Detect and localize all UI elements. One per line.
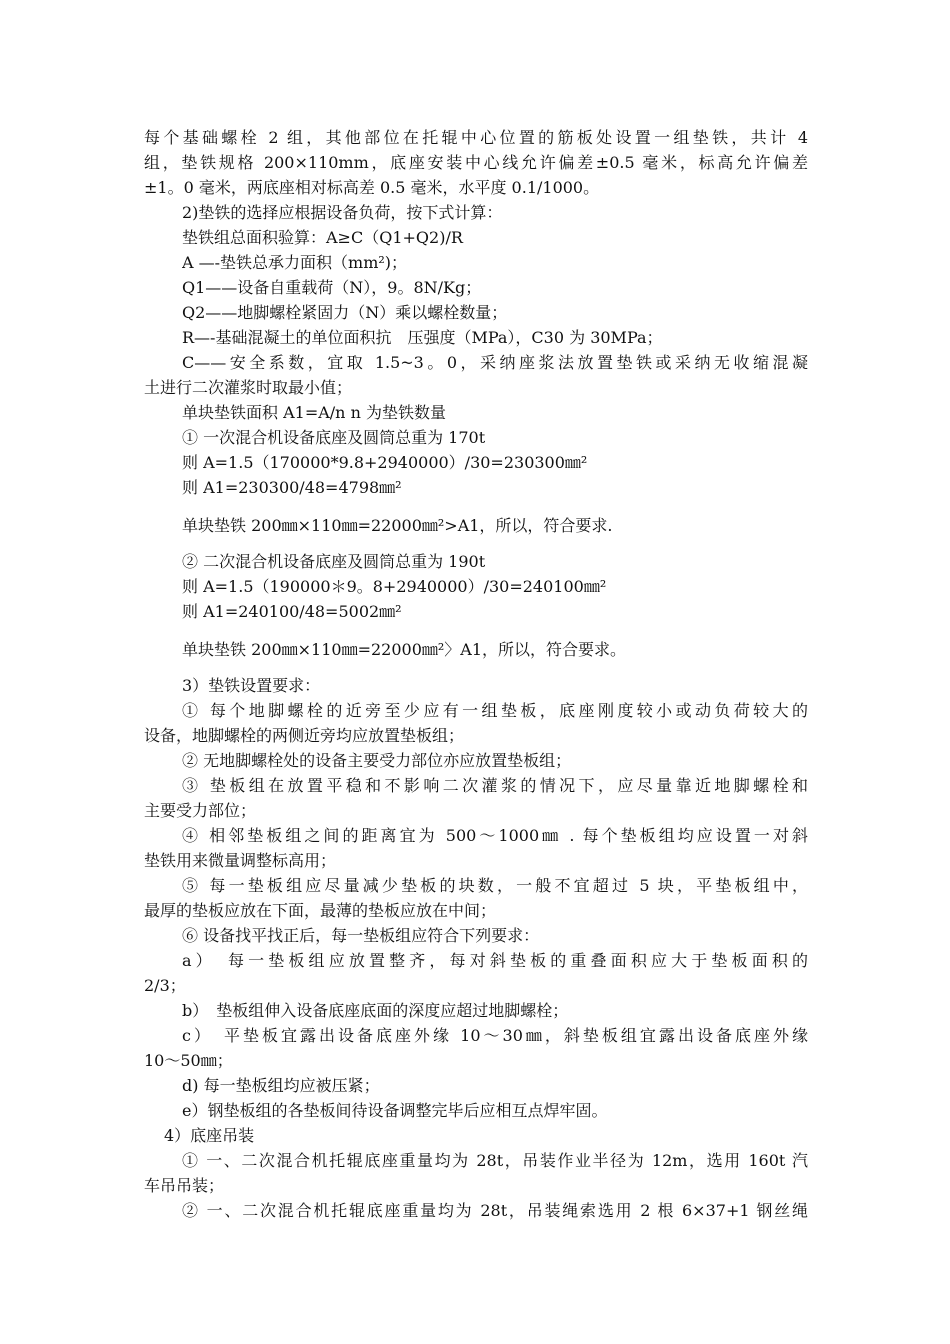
- list-item: 10～50㎜；: [144, 1051, 233, 1070]
- list-item: 垫铁用来微量调整标高用；: [144, 851, 337, 870]
- list-item: 2/3；: [144, 976, 186, 995]
- list-item: d) 每一垫板组均应被压紧；: [182, 1076, 380, 1095]
- list-item: 车吊吊装；: [144, 1176, 225, 1195]
- formula-line: Q1——设备自重载荷（N），9。8N/Kg；: [182, 278, 482, 297]
- calc-line: 则 A=1.5（190000＊9。8+2940000）/30=240100㎜²: [182, 577, 607, 596]
- paragraph-line: 土进行二次灌浆时取最小值；: [144, 378, 353, 397]
- formula-line: R—-基础混凝土的单位面积抗 压强度（MPa），C30 为 30MPa；: [182, 328, 663, 347]
- calc-line: 则 A=1.5（170000*9.8+2940000）/30=230300㎜²: [182, 453, 588, 472]
- section-heading: 4）底座吊装: [164, 1126, 255, 1145]
- paragraph-line: 单块垫铁面积 A1=A/n n 为垫铁数量: [182, 403, 446, 422]
- list-item: 最厚的垫板应放在下面，最薄的垫板应放在中间；: [144, 901, 497, 920]
- list-item: b） 垫板组伸入设备底座底面的深度应超过地脚螺栓；: [182, 1001, 569, 1020]
- list-item: ① 每个地脚螺栓的近旁至少应有一组垫板，底座刚度较小或动负荷较大的: [182, 701, 808, 720]
- calc-line: 单块垫铁 200㎜×110㎜=22000㎜²>A1，所以，符合要求.: [182, 516, 613, 535]
- list-item: ② 无地脚螺栓处的设备主要受力部位亦应放置垫板组；: [182, 751, 572, 770]
- section-heading: 3）垫铁设置要求：: [182, 676, 321, 695]
- list-item: a） 每一垫板组应放置整齐，每对斜垫板的重叠面积应大于垫板面积的: [182, 951, 808, 970]
- list-item: ⑥ 设备找平找正后，每一垫板组应符合下列要求：: [182, 926, 540, 945]
- list-item: 主要受力部位；: [144, 801, 257, 820]
- formula-line: 垫铁组总面积验算：A≥C（Q1+Q2)/R: [182, 228, 463, 247]
- formula-line: Q2——地脚螺栓紧固力（N）乘以螺栓数量；: [182, 303, 508, 322]
- calc-line: ① 一次混合机设备底座及圆筒总重为 170t: [182, 428, 486, 447]
- calc-line: 则 A1=240100/48=5002㎜²: [182, 602, 402, 621]
- formula-line: A —-垫铁总承力面积（mm²)；: [182, 253, 408, 272]
- list-item: ① 一、二次混合机托辊底座重量均为 28t，吊装作业半径为 12m，选用 160t 汽: [182, 1151, 808, 1170]
- calc-line: ② 二次混合机设备底座及圆筒总重为 190t: [182, 552, 486, 571]
- list-item: ④ 相邻垫板组之间的距离宜为 500～1000㎜ . 每个垫板组均应设置一对斜: [182, 826, 808, 845]
- list-item: e）钢垫板组的各垫板间待设备调整完毕后应相互点焊牢固。: [182, 1101, 608, 1120]
- list-item: ⑤ 每一垫板组应尽量减少垫板的块数，一般不宜超过 5 块，平垫板组中，: [182, 876, 808, 895]
- list-item: c） 平垫板宜露出设备底座外缘 10～30㎜，斜垫板组宜露出设备底座外缘: [182, 1026, 808, 1045]
- list-item: ③ 垫板组在放置平稳和不影响二次灌浆的情况下，应尽量靠近地脚螺栓和: [182, 776, 808, 795]
- list-item: ② 一、二次混合机托辊底座重量均为 28t，吊装绳索选用 2 根 6×37+1 钢丝绳: [182, 1201, 808, 1220]
- list-item: 设备，地脚螺栓的两侧近旁均应放置垫板组；: [144, 726, 465, 745]
- paragraph-line: 每个基础螺栓 2 组，其他部位在托辊中心位置的筋板处设置一组垫铁，共计 4: [144, 128, 808, 147]
- calc-line: 单块垫铁 200㎜×110㎜=22000㎜²〉A1，所以，符合要求。: [182, 640, 627, 659]
- paragraph-line: ±1。0 毫米，两底座相对标高差 0.5 毫米，水平度 0.1/1000。: [144, 178, 600, 197]
- calc-line: 则 A1=230300/48=4798㎜²: [182, 478, 402, 497]
- paragraph-line: 2)垫铁的选择应根据设备负荷，按下式计算：: [182, 203, 503, 222]
- paragraph-line: 组，垫铁规格 200×110mm，底座安装中心线允许偏差±0.5 毫米，标高允许偏差: [144, 153, 808, 172]
- formula-line: C——安全系数，宜取 1.5~3。0，采纳座浆法放置垫铁或采纳无收缩混凝: [182, 353, 808, 372]
